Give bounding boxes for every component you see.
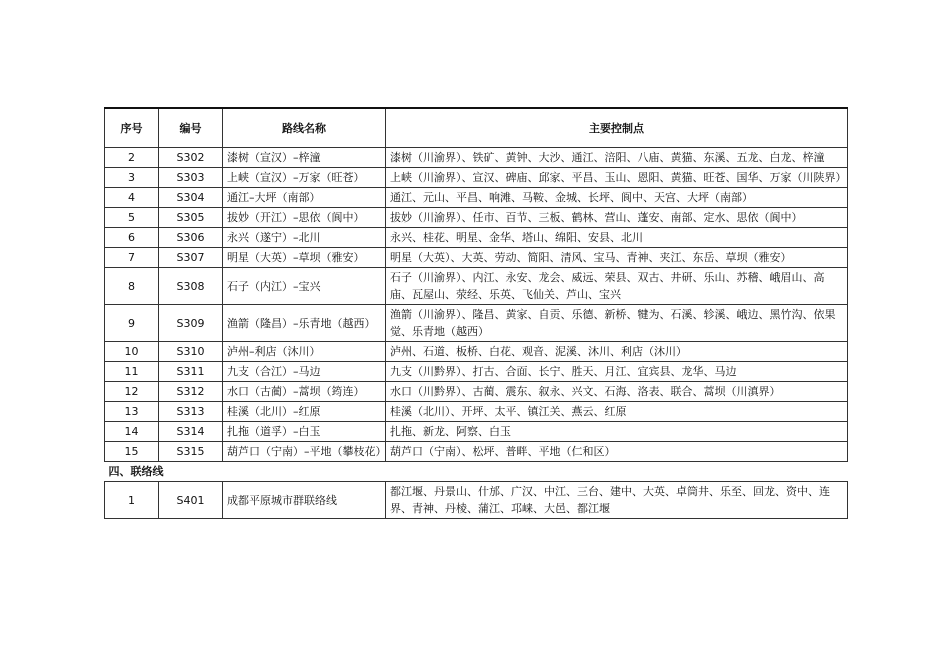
table-row	[105, 442, 848, 462]
table-row	[105, 342, 848, 362]
cell-route-name: 九支（合江）–马边	[223, 362, 386, 382]
cell-route-name: 渔箭（隆昌）–乐青地（越西）	[223, 305, 386, 342]
table-row	[105, 208, 848, 228]
cell-route-name: 泸州–利店（沐川）	[223, 342, 386, 362]
table-row	[105, 168, 848, 188]
cell-control-points: 石子（川渝界）、内江、永安、龙会、威远、荣县、双古、井研、乐山、苏稽、峨眉山、高庙、瓦屋山、荥经、乐英、飞仙关、芦山、宝兴	[386, 268, 848, 305]
cell-code: S307	[159, 248, 223, 268]
cell-route-name: 永兴（遂宁）–北川	[223, 228, 386, 248]
cell-code: S306	[159, 228, 223, 248]
table-row	[105, 402, 848, 422]
cell-control-points: 拔妙（川渝界）、任市、百节、三板、鹤林、营山、蓬安、南部、定水、思依（阆中）	[386, 208, 848, 228]
cell-code: S303	[159, 168, 223, 188]
cell-route-name: 石子（内江）–宝兴	[223, 268, 386, 305]
cell-num: 15	[105, 442, 159, 462]
cell-num: 12	[105, 382, 159, 402]
cell-control-points: 葫芦口（宁南）、松坪、普畔、平地（仁和区）	[386, 442, 848, 462]
cell-control-points: 扎拖、新龙、阿察、白玉	[386, 422, 848, 442]
header-row	[105, 108, 848, 148]
cell-num: 2	[105, 148, 159, 168]
header-name: 路线名称	[223, 108, 386, 148]
cell-route-name: 明星（大英）–草坝（雅安）	[223, 248, 386, 268]
table-row	[105, 305, 848, 342]
cell-num: 4	[105, 188, 159, 208]
table-row	[105, 228, 848, 248]
route-table	[104, 107, 848, 519]
cell-code: S305	[159, 208, 223, 228]
section-title: 四、联络线	[105, 462, 848, 482]
cell-control-points: 泸州、石道、板桥、白花、观音、泥溪、沐川、利店（沐川）	[386, 342, 848, 362]
table-body	[105, 148, 848, 519]
cell-code: S308	[159, 268, 223, 305]
cell-code: S315	[159, 442, 223, 462]
cell-code: S312	[159, 382, 223, 402]
cell-num: 5	[105, 208, 159, 228]
cell-num: 14	[105, 422, 159, 442]
cell-route-name: 水口（古蔺）–蒿坝（筠连）	[223, 382, 386, 402]
route-table-container	[104, 107, 847, 519]
cell-route-name: 通江–大坪（南部）	[223, 188, 386, 208]
cell-num: 1	[105, 482, 159, 519]
header-code: 编号	[159, 108, 223, 148]
cell-control-points: 漆树（川渝界）、铁矿、黄钟、大沙、通江、涪阳、八庙、黄猫、东溪、五龙、白龙、梓潼	[386, 148, 848, 168]
table-header	[105, 108, 848, 148]
header-num: 序号	[105, 108, 159, 148]
cell-num: 8	[105, 268, 159, 305]
cell-num: 9	[105, 305, 159, 342]
cell-code: S401	[159, 482, 223, 519]
table-row	[105, 422, 848, 442]
cell-code: S314	[159, 422, 223, 442]
cell-route-name: 上峡（宣汉）–万家（旺苍）	[223, 168, 386, 188]
cell-control-points: 渔箭（川渝界）、隆昌、黄家、自贡、乐德、新桥、犍为、石溪、轸溪、峨边、黑竹沟、依果觉、乐青地（越西）	[386, 305, 848, 342]
cell-control-points: 明星（大英）、大英、劳动、简阳、清风、宝马、青神、夹江、东岳、草坝（雅安）	[386, 248, 848, 268]
cell-route-name: 扎拖（道孚）–白玉	[223, 422, 386, 442]
table-row	[105, 382, 848, 402]
section-row	[105, 462, 848, 482]
cell-code: S313	[159, 402, 223, 422]
cell-code: S310	[159, 342, 223, 362]
cell-route-name: 拔妙（开江）–思依（阆中）	[223, 208, 386, 228]
cell-control-points: 九支（川黔界）、打古、合面、长宁、胜天、月江、宜宾县、龙华、马边	[386, 362, 848, 382]
cell-control-points: 永兴、桂花、明星、金华、塔山、绵阳、安县、北川	[386, 228, 848, 248]
table-row	[105, 482, 848, 519]
cell-route-name: 桂溪（北川）–红原	[223, 402, 386, 422]
cell-num: 7	[105, 248, 159, 268]
cell-control-points: 桂溪（北川）、开坪、太平、镇江关、燕云、红原	[386, 402, 848, 422]
cell-num: 3	[105, 168, 159, 188]
cell-num: 6	[105, 228, 159, 248]
cell-code: S311	[159, 362, 223, 382]
table-row	[105, 268, 848, 305]
cell-num: 13	[105, 402, 159, 422]
table-row	[105, 362, 848, 382]
table-row	[105, 188, 848, 208]
cell-route-name: 葫芦口（宁南）–平地（攀枝花）	[223, 442, 386, 462]
cell-code: S309	[159, 305, 223, 342]
cell-code: S302	[159, 148, 223, 168]
cell-control-points: 上峡（川渝界）、宣汉、碑庙、邱家、平昌、玉山、恩阳、黄猫、旺苍、国华、万家（川陕界）	[386, 168, 848, 188]
cell-route-name: 成都平原城市群联络线	[223, 482, 386, 519]
cell-num: 10	[105, 342, 159, 362]
cell-control-points: 通江、元山、平昌、响滩、马鞍、金城、长坪、阆中、天宫、大坪（南部）	[386, 188, 848, 208]
cell-control-points: 都江堰、丹景山、什邡、广汉、中江、三台、建中、大英、卓筒井、乐至、回龙、资中、连界、青神、丹棱、蒲江、邛崃、大邑、都江堰	[386, 482, 848, 519]
cell-num: 11	[105, 362, 159, 382]
table-row	[105, 248, 848, 268]
table-row	[105, 148, 848, 168]
cell-control-points: 水口（川黔界）、古蔺、震东、叙永、兴文、石海、洛表、联合、蒿坝（川滇界）	[386, 382, 848, 402]
header-ctrl: 主要控制点	[386, 108, 848, 148]
cell-code: S304	[159, 188, 223, 208]
cell-route-name: 漆树（宣汉）–梓潼	[223, 148, 386, 168]
